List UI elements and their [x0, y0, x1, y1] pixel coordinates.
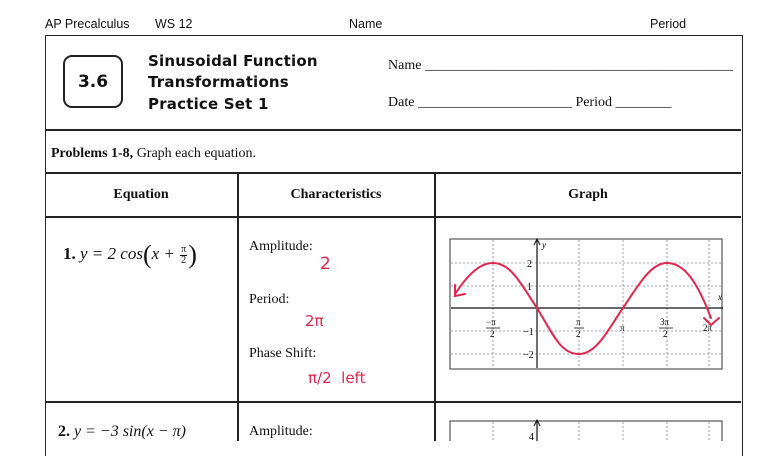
column-divider-1 — [237, 172, 239, 441]
date-field[interactable] — [388, 95, 672, 111]
amplitude-label-1: Amplitude: — [249, 239, 313, 254]
header-graph: Graph — [568, 187, 608, 202]
instructions — [51, 146, 256, 162]
title-line-1: Sinusoidal Function — [148, 52, 318, 70]
amplitude-answer-1: 2 — [320, 254, 331, 274]
graph-1-border — [450, 239, 722, 369]
course-label: AP Precalculus — [45, 17, 130, 31]
graph-1-xtick-neg-half-pi-den: 2 — [490, 329, 495, 339]
graph-1-xtick-half-pi-num: π — [576, 317, 581, 327]
header-period-label: Period — [650, 17, 687, 31]
graph-2-ytick-4: 4 — [529, 432, 534, 441]
equation-1-fraction — [180, 245, 187, 266]
title-divider — [45, 129, 741, 131]
equation-1-paren-close: ) — [188, 240, 197, 269]
fraction-denominator: 2 — [181, 254, 187, 266]
equation-2-text: y = −3 sin(x − π) — [74, 423, 186, 440]
graph-1-xtick-2pi: 2π — [703, 323, 713, 333]
graph-1-xtick-neg-half-pi-num: −π — [486, 317, 496, 327]
graph-1-xtick-3-half-pi-den: 2 — [663, 329, 668, 339]
worksheet-label: WS 12 — [155, 17, 193, 31]
table-top-border — [45, 172, 741, 174]
name-field-label: Name — [388, 58, 422, 73]
graph-1-x-label: x — [718, 292, 722, 302]
amplitude-label-2: Amplitude: — [249, 424, 313, 439]
instructions-text: Graph each equation. — [133, 146, 257, 161]
column-divider-2 — [434, 172, 436, 441]
fraction-numerator: π — [181, 243, 187, 255]
date-field-label: Date — [388, 95, 415, 110]
equation-1-number: 1. — [63, 243, 76, 263]
equation-1-paren-open: ( — [142, 240, 152, 269]
graph-1-ytick-2: 2 — [527, 259, 532, 270]
graph-1-xtick-half-pi-den: 2 — [576, 329, 581, 339]
graph-1-grid — [451, 240, 721, 366]
phase-shift-answer-1: π/2 left — [308, 369, 366, 387]
equation-1-var: x + — [151, 243, 175, 263]
graph-1-ytick-neg1: −1 — [523, 327, 534, 338]
date-field-blank: ______________________ — [417, 95, 572, 110]
instructions-bold: Problems 1-8, — [51, 146, 134, 161]
equation-1-prefix: y = 2 cos — [80, 243, 143, 263]
header-characteristics: Characteristics — [290, 187, 382, 202]
header-equation: Equation — [113, 187, 169, 202]
period-field-blank: ________ — [615, 95, 672, 110]
graph-1-ytick-neg2: −2 — [523, 350, 534, 361]
equation-2-number: 2. — [58, 423, 70, 440]
graph-1-ytick-1: 1 — [527, 282, 532, 293]
graph-2 — [449, 418, 725, 441]
period-label-1: Period: — [249, 292, 290, 307]
name-field[interactable] — [388, 58, 733, 74]
graph-1 — [449, 236, 725, 372]
section-badge: 3.6 — [63, 55, 123, 108]
title-line-3: Practice Set 1 — [148, 95, 269, 113]
graph-1-xtick-pi: π — [620, 323, 625, 333]
equation-1 — [63, 240, 197, 270]
graph-1-xtick-3-half-pi-num: 3π — [660, 317, 670, 327]
title-line-2: Transformations — [148, 73, 289, 91]
graph-1-y-label: y — [542, 240, 546, 250]
name-field-blank: ____________________________________________ — [424, 58, 733, 73]
row-divider — [45, 401, 741, 403]
header-row-border — [45, 216, 741, 218]
graph-2-border — [450, 421, 722, 441]
period-field-label: Period — [575, 95, 612, 110]
header-name-label: Name — [349, 17, 383, 31]
graph-2-grid — [493, 422, 709, 441]
period-answer-1: 2π — [305, 312, 324, 330]
equation-2 — [58, 423, 186, 441]
phase-shift-label-1: Phase Shift: — [249, 346, 317, 361]
